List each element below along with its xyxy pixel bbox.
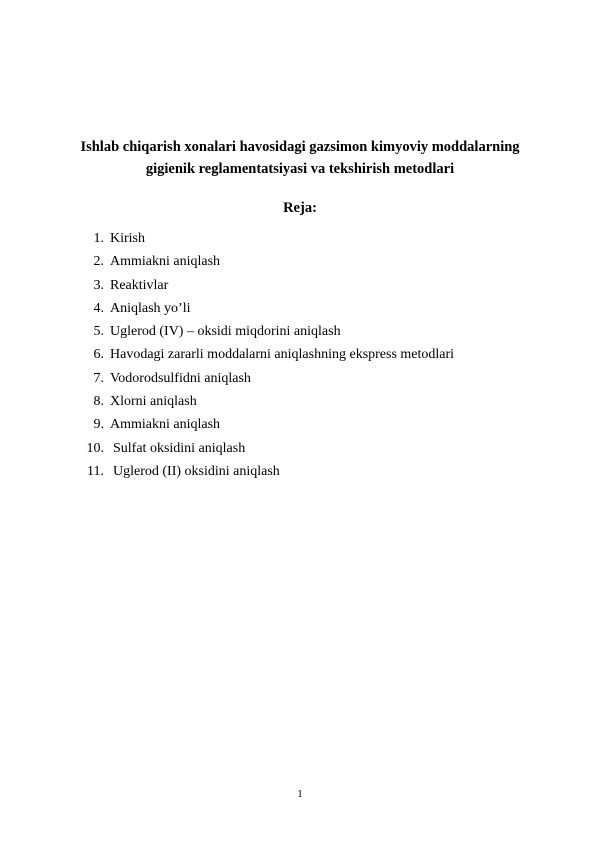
plan-item-text: Uglerod (IV) – oksidi miqdorini aniqlash	[110, 324, 341, 340]
plan-item-text: Ammiakni aniqlash	[110, 417, 221, 433]
document-title	[40, 136, 560, 180]
plan-item-text: Ammiakni aniqlash	[110, 254, 221, 270]
plan-item-3	[0, 276, 600, 299]
plan-list	[0, 229, 600, 485]
plan-item-number: 4.	[93, 300, 104, 316]
plan-item-number: 5.	[93, 324, 104, 340]
plan-heading: Reja:	[283, 200, 317, 216]
plan-item-10	[0, 439, 600, 462]
page-number: 1	[297, 788, 303, 800]
plan-item-text: Sulfat oksidini aniqlash	[113, 440, 246, 456]
plan-item-number: 6.	[93, 347, 104, 363]
plan-item-text: Uglerod (II) oksidini aniqlash	[113, 463, 280, 479]
plan-item-4	[0, 299, 600, 322]
plan-item-11	[0, 462, 600, 485]
plan-item-text: Havodagi zararli moddalarni aniqlashning ekspress metodlari	[110, 347, 455, 363]
plan-item-1	[0, 229, 600, 252]
plan-item-text: Xlorni aniqlash	[110, 394, 197, 410]
plan-item-number: 1.	[93, 231, 104, 246]
plan-item-number: 2.	[93, 254, 104, 270]
plan-item-text: Vodorodsulfidni aniqlash	[110, 370, 251, 386]
plan-item-number: 3.	[93, 277, 104, 293]
plan-item-2	[0, 252, 600, 275]
plan-item-text: Aniqlash yo’li	[110, 300, 191, 316]
title-line-2: gigienik reglamentatsiyasi va tekshirish metodlari	[145, 161, 455, 177]
plan-item-number: 10.	[86, 440, 104, 456]
plan-item-text: Reaktivlar	[110, 277, 169, 293]
plan-item-number: 9.	[93, 417, 104, 433]
plan-item-5	[0, 322, 600, 345]
plan-item-6	[0, 345, 600, 368]
plan-item-7	[0, 369, 600, 392]
plan-item-number: 11.	[87, 463, 104, 479]
plan-item-9	[0, 415, 600, 438]
plan-item-8	[0, 392, 600, 415]
title-line-1: Ishlab chiqarish xonalari havosidagi gazsimon kimyoviy moddalarning	[80, 139, 520, 155]
plan-item-number: 8.	[93, 394, 104, 410]
plan-item-number: 7.	[93, 370, 104, 386]
plan-item-text: Kirish	[110, 231, 145, 246]
